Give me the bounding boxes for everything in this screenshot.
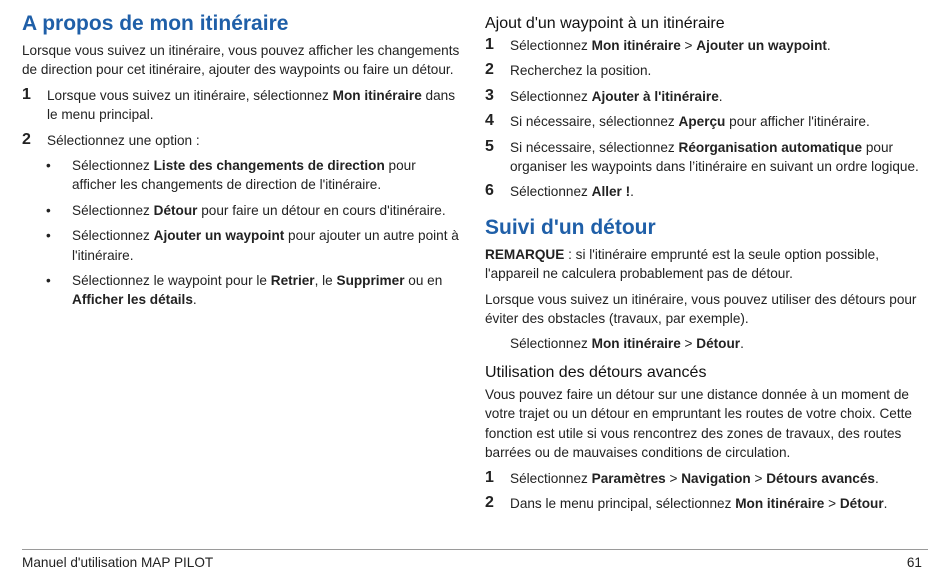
section-title-route: A propos de mon itinéraire <box>22 12 289 35</box>
heading-add-waypoint: Ajout d'un waypoint à un itinéraire <box>485 15 725 32</box>
step-number: 1 <box>485 468 494 486</box>
detour-note: REMARQUE : si l'itinéraire emprunté est la seule option possible, l'appareil ne calculera probablement pas de détour. <box>485 246 879 282</box>
page-number: 61 <box>906 555 922 570</box>
waypoint-step-4: 4 Si nécessaire, sélectionnez Aperçu pour afficher l'itinéraire. <box>485 112 870 130</box>
waypoint-step-2: 2 Recherchez la position. <box>485 61 652 79</box>
route-intro: Lorsque vous suivez un itinéraire, vous pouvez afficher les changements de direction pour cet itinéraire, ajouter des waypoints ou faire un détour. <box>22 43 460 78</box>
note-label: REMARQUE <box>485 246 565 262</box>
advanced-intro: Vous pouvez faire un détour sur une distance donnée à un moment de votre trajet ou un détour en empruntant les routes de votre choix. Cette fonction est utile si vous rencontrez des zones de travaux, des routes barrées ou de mauvaises conditions de circulation. <box>485 386 912 461</box>
bullet-icon: • <box>46 228 51 244</box>
step-number: 2 <box>485 493 494 511</box>
footer-manual-title: Manuel d'utilisation MAP PILOT <box>22 555 214 570</box>
right-column <box>485 10 925 519</box>
menu-term: Mon itinéraire <box>332 87 422 103</box>
step-number: 1 <box>485 36 494 53</box>
step-number: 4 <box>485 112 494 130</box>
step-number: 6 <box>485 182 494 200</box>
route-step-2: 2 Sélectionnez une option : <box>22 130 200 148</box>
detour-intro: Lorsque vous suivez un itinéraire, vous pouvez utiliser des détours pour éviter des obstacles (travaux, par exemple). <box>485 291 917 327</box>
option-item: • Sélectionnez Détour pour faire un détour en cours d'itinéraire. <box>22 201 462 220</box>
bullet-icon: • <box>46 158 51 174</box>
step-number: 2 <box>22 130 31 148</box>
heading-advanced-detours: Utilisation des détours avancés <box>485 363 707 381</box>
waypoint-step-6: 6 Sélectionnez Aller !. <box>485 182 634 200</box>
footer-divider <box>22 549 928 550</box>
route-step-1: 1 Lorsque vous suivez un itinéraire, sélectionnez Mon itinéraire dans le menu principal. <box>22 85 456 123</box>
waypoint-step-3: 3 Sélectionnez Ajouter à l'itinéraire. <box>485 86 723 104</box>
section-title-detour: Suivi d'un détour <box>485 215 656 239</box>
bullet-icon: • <box>46 273 51 289</box>
option-item: • Sélectionnez Ajouter un waypoint pour ajouter un autre point à l'itinéraire. <box>46 228 459 263</box>
step-number: 1 <box>22 85 31 103</box>
step-number: 3 <box>485 86 494 104</box>
option-list <box>22 156 462 310</box>
advanced-step-1: 1 Sélectionnez Paramètres > Navigation > Détours avancés. <box>485 468 879 486</box>
left-column <box>22 10 462 316</box>
advanced-step-2: 2 Dans le menu principal, sélectionnez Mon itinéraire > Détour. <box>485 493 888 511</box>
option-item: • Sélectionnez Liste des changements de direction pour afficher les changements de direction de l'itinéraire. <box>46 158 416 193</box>
step-number: 5 <box>485 137 494 155</box>
bullet-icon: • <box>46 202 51 218</box>
option-item: • Sélectionnez le waypoint pour le Retrier, le Supprimer ou en Afficher les détails. <box>46 273 443 308</box>
step-number: 2 <box>485 61 494 79</box>
detour-action: Sélectionnez Mon itinéraire > Détour. <box>510 336 744 352</box>
waypoint-step-1: 1 Sélectionnez Mon itinéraire > Ajouter un waypoint. <box>485 36 831 53</box>
waypoint-step-5: 5 Si nécessaire, sélectionnez Réorganisation automatique pour organiser les waypoints dans l’itinéraire en suivant un ordre logique. <box>485 137 919 175</box>
